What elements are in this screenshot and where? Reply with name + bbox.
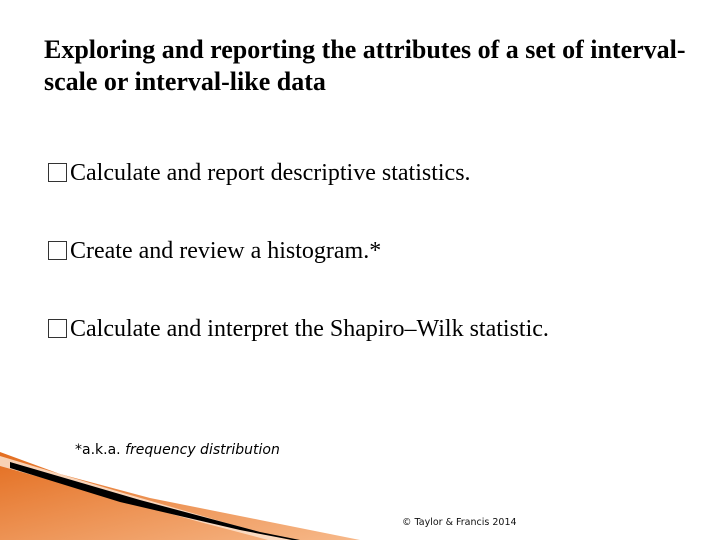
- bullet-item: [48, 158, 688, 188]
- bullet-list: [48, 158, 688, 392]
- footnote: [75, 442, 280, 458]
- bullet-text: Calculate and interpret the Shapiro–Wilk statistic.: [70, 316, 549, 342]
- bullet-text: Calculate and report descriptive statistics.: [70, 160, 471, 186]
- checkbox-square-icon: [48, 241, 67, 260]
- footnote-emphasis: frequency distribution: [125, 442, 280, 458]
- bullet-item: [48, 236, 688, 266]
- bullet-text: Create and review a histogram.*: [70, 238, 382, 264]
- copyright-notice: © Taylor & Francis 2014: [402, 517, 517, 528]
- slide-title: Exploring and reporting the attributes of a set of interval-scale or interval-like data: [44, 35, 686, 96]
- orange-swoosh: [0, 452, 360, 540]
- checkbox-square-icon: [48, 163, 67, 182]
- checkbox-square-icon: [48, 319, 67, 338]
- footnote-prefix: *a.k.a.: [75, 442, 126, 458]
- bullet-item: [48, 314, 688, 344]
